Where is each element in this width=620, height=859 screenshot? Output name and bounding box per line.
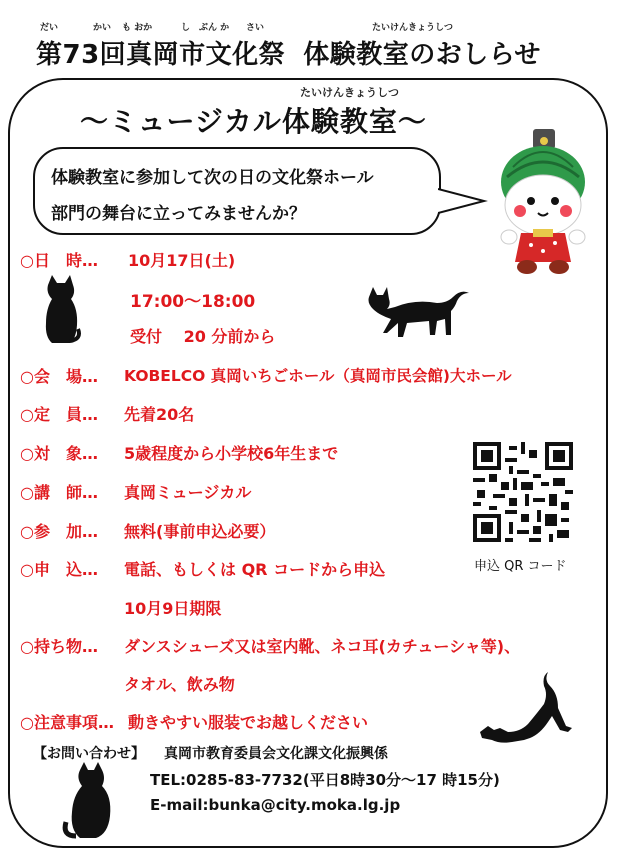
ruby-taiken: たいけんきょうしつ	[372, 23, 454, 33]
ruby-shi: し	[181, 23, 191, 33]
detail-label-capacity: ○定 員…	[20, 405, 98, 424]
subtitle: 〜ミュージカル体験教室〜	[80, 105, 427, 138]
bubble-line-2: 部門の舞台に立ってみませんか？	[51, 204, 306, 224]
page-title	[36, 34, 541, 71]
detail-label-fee: ○参 加…	[20, 522, 98, 541]
sitting-cat-icon	[40, 275, 82, 347]
speech-bubble-tail	[438, 185, 488, 221]
detail-value-time: 17:00〜18:00	[130, 292, 256, 312]
qr-code-icon	[473, 442, 573, 542]
detail-label-application: ○申 込…	[20, 560, 98, 579]
detail-label-venue: ○会 場…	[20, 367, 98, 386]
contact-org: 真岡市教育委員会文化課文化振興係	[164, 746, 388, 762]
detail-label-notes: ○注意事項…	[20, 713, 114, 732]
detail-value-belongings: ダンスシューズ又は室内靴、ネコ耳(カチューシャ等)、	[124, 637, 521, 656]
ruby-dai: だい	[40, 23, 59, 33]
stretching-cat-icon	[478, 668, 574, 748]
detail-value-reception: 受付 20 分前から	[130, 327, 276, 346]
detail-value-target: 5歳程度から小学校6年生まで	[124, 444, 339, 463]
qr-caption: 申込 QR コード	[474, 559, 567, 574]
page-title-suffix: 体験教室のおしらせ	[303, 40, 541, 70]
detail-value-date: 10月17日(土)	[128, 251, 236, 270]
cat-back-icon	[62, 762, 120, 842]
mascot-icon	[493, 127, 593, 277]
detail-value-belongings-2: タオル、飲み物	[124, 675, 235, 694]
detail-value-deadline: 10月9日期限	[124, 599, 222, 618]
walking-cat-icon	[365, 283, 470, 341]
detail-value-notes: 動きやすい服装でお越しください	[128, 713, 369, 732]
detail-value-capacity: 先着20名	[124, 405, 195, 424]
detail-value-venue: KOBELCO 真岡いちごホール（真岡市民会館)大ホール	[124, 367, 512, 385]
subtitle-ruby: たいけんきょうしつ	[300, 86, 399, 99]
ruby-kai: かい	[93, 23, 112, 33]
detail-value-fee: 無料(事前申込必要）	[124, 522, 276, 541]
ruby-bunka: ぶん か	[199, 23, 230, 33]
page-title-prefix: 第73回真岡市文化祭	[36, 40, 286, 70]
detail-label-instructor: ○講 師…	[20, 483, 98, 502]
ruby-sai: さい	[246, 23, 265, 33]
ruby-moka: も おか	[122, 23, 153, 33]
detail-label-target: ○対 象…	[20, 444, 98, 463]
detail-label-belongings: ○持ち物…	[20, 637, 98, 656]
speech-bubble	[33, 147, 441, 235]
bubble-line-1: 体験教室に参加して次の日の文化祭ホール	[51, 168, 374, 188]
contact-label: 【お問い合わせ】	[33, 746, 145, 762]
contact-email[interactable]: E-mail:bunka@city.moka.lg.jp	[150, 796, 401, 814]
contact-tel: TEL:0285-83-7732(平日8時30分〜17 時15分)	[150, 771, 500, 789]
detail-label-date: ○日 時…	[20, 251, 98, 270]
detail-value-application: 電話、もしくは QR コードから申込	[124, 560, 386, 579]
detail-value-instructor: 真岡ミュージカル	[124, 483, 252, 502]
